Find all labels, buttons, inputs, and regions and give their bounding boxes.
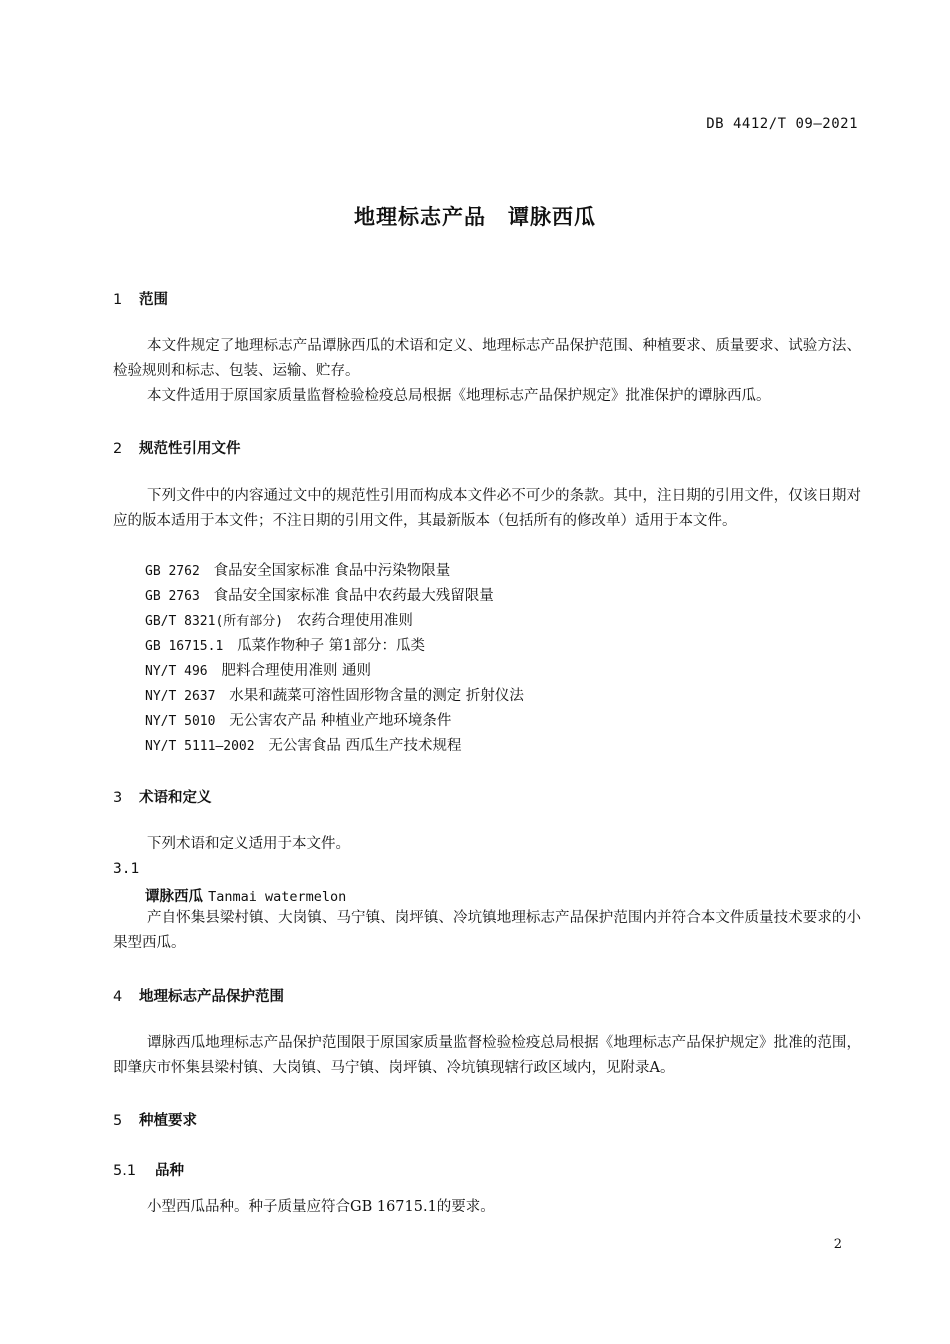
section-3-intro: 下列术语和定义适用于本文件。 xyxy=(147,836,350,852)
reference-code: GB/T 8321(所有部分) xyxy=(145,614,284,629)
term-definition: 产自怀集县梁村镇、大岗镇、马宁镇、岗坪镇、冷坑镇地理标志产品保护范围内并符合本文件质量技术要求的小果型西瓜。 xyxy=(113,910,861,951)
reference-title: 食品安全国家标准 食品中污染物限量 xyxy=(213,563,451,579)
reference-code: NY/T 5010 xyxy=(145,714,216,729)
reference-code: GB 2762 xyxy=(145,564,200,579)
reference-title: 肥料合理使用准则 通则 xyxy=(221,663,372,679)
reference-item xyxy=(145,634,425,659)
section-title: 术语和定义 xyxy=(139,790,212,806)
reference-code: GB 2763 xyxy=(145,589,200,604)
subsection-title: 品种 xyxy=(155,1163,184,1179)
reference-item xyxy=(145,584,494,609)
reference-item xyxy=(145,709,451,734)
section-4-heading xyxy=(113,985,284,1006)
term-english: Tanmai watermelon xyxy=(208,889,347,905)
page-title: 地理标志产品 谭脉西瓜 xyxy=(354,205,596,229)
reference-item xyxy=(145,734,462,759)
reference-title: 无公害农产品 种植业产地环境条件 xyxy=(229,713,452,729)
section-3-heading xyxy=(113,786,212,807)
section-title: 地理标志产品保护范围 xyxy=(139,989,284,1005)
section-number: 2 xyxy=(113,441,123,457)
section-1-heading xyxy=(113,288,168,309)
section-2-intro: 下列文件中的内容通过文中的规范性引用而构成本文件必不可少的条款。其中，注日期的引用文件，仅该日期对应的版本适用于本文件；不注日期的引用文件，其最新版本（包括所有的修改单）适用于本文件。 xyxy=(113,488,861,529)
term-number: 3.1 xyxy=(113,861,140,877)
reference-code: NY/T 496 xyxy=(145,664,208,679)
section-title: 规范性引用文件 xyxy=(139,441,241,457)
section-title: 种植要求 xyxy=(139,1113,197,1129)
reference-item xyxy=(145,609,413,634)
reference-item xyxy=(145,684,524,709)
page-number: 2 xyxy=(833,1237,842,1252)
reference-code: GB 16715.1 xyxy=(145,639,224,654)
reference-title: 瓜菜作物种子 第1部分：瓜类 xyxy=(237,638,425,654)
section-1-paragraph-1: 本文件规定了地理标志产品谭脉西瓜的术语和定义、地理标志产品保护范围、种植要求、质量要求、试验方法、检验规则和标志、包装、运输、贮存。 xyxy=(113,338,861,379)
reference-title: 水果和蔬菜可溶性固形物含量的测定 折射仪法 xyxy=(229,688,524,704)
reference-title: 无公害食品 西瓜生产技术规程 xyxy=(268,738,462,754)
reference-title: 农药合理使用准则 xyxy=(296,613,413,629)
term-heading xyxy=(145,885,346,906)
section-4-paragraph: 谭脉西瓜地理标志产品保护范围限于原国家质量监督检验检疫总局根据《地理标志产品保护规定》批准的范围，即肇庆市怀集县梁村镇、大岗镇、马宁镇、岗坪镇、冷坑镇现辖行政区域内，见附录A。 xyxy=(113,1035,861,1076)
reference-title: 食品安全国家标准 食品中农药最大残留限量 xyxy=(213,588,494,604)
section-number: 3 xyxy=(113,790,123,806)
subsection-5-1-heading xyxy=(113,1159,184,1180)
section-number: 1 xyxy=(113,292,123,308)
subsection-number: 5.1 xyxy=(113,1163,137,1179)
section-number: 5 xyxy=(113,1113,123,1129)
reference-code: NY/T 2637 xyxy=(145,689,216,704)
reference-item xyxy=(145,559,450,584)
section-title: 范围 xyxy=(139,292,168,308)
subsection-5-1-paragraph: 小型西瓜品种。种子质量应符合GB 16715.1的要求。 xyxy=(147,1199,495,1215)
section-5-heading xyxy=(113,1109,197,1130)
reference-item xyxy=(145,659,371,684)
reference-code: NY/T 5111—2002 xyxy=(145,739,255,754)
section-2-heading xyxy=(113,437,241,458)
section-1-paragraph-2: 本文件适用于原国家质量监督检验检疫总局根据《地理标志产品保护规定》批准保护的谭脉西瓜。 xyxy=(147,388,771,404)
document-number: DB 4412/T 09—2021 xyxy=(706,116,858,132)
section-number: 4 xyxy=(113,989,123,1005)
term-chinese: 谭脉西瓜 xyxy=(145,889,203,905)
